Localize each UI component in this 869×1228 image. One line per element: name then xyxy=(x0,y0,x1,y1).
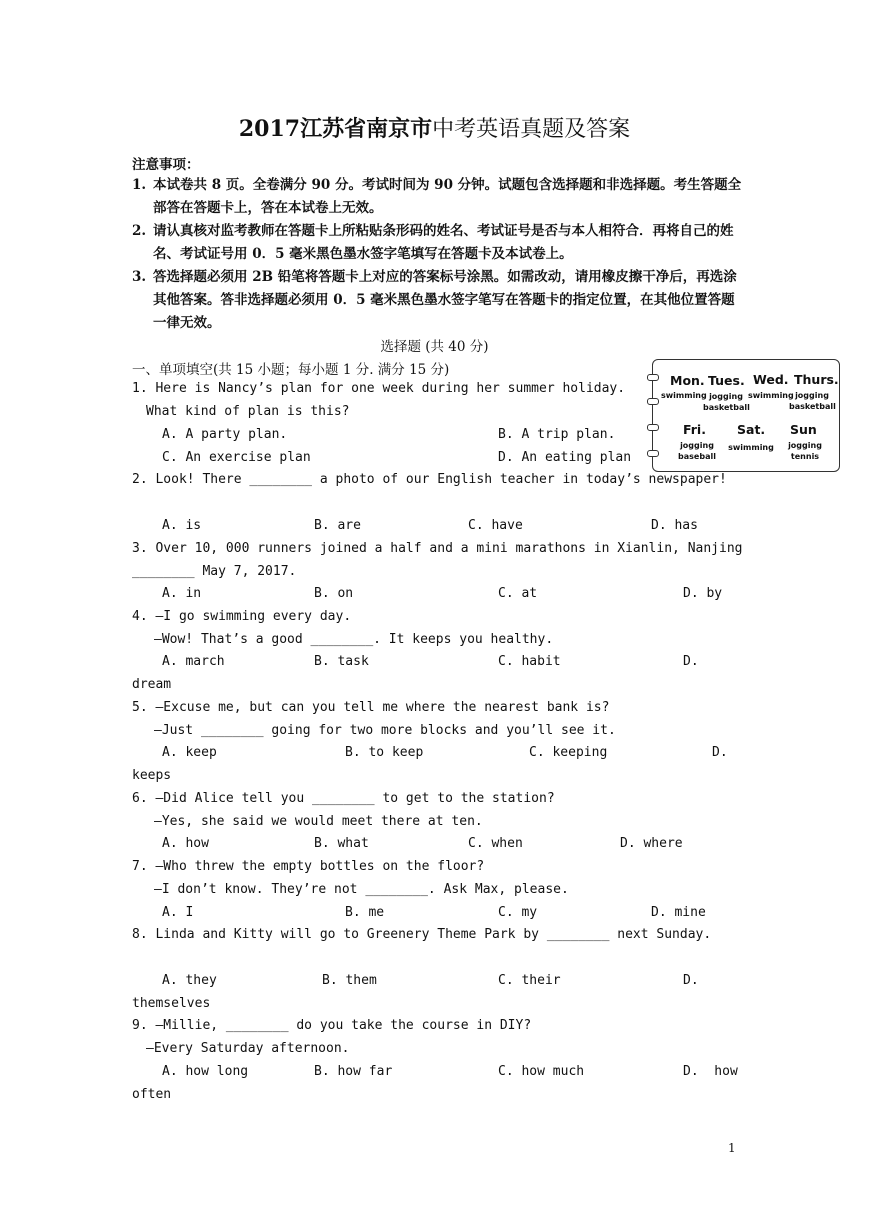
note-number: 2. xyxy=(132,223,147,239)
page-title xyxy=(0,112,869,143)
note-item xyxy=(132,220,744,266)
question-7: 7. —Who threw the empty bottles on the floor? xyxy=(132,859,485,874)
option-d: D. mine xyxy=(651,905,706,920)
question-3: 3. Over 10, 000 runners joined a half and a mini marathons in Xianlin, Nanjing xyxy=(132,541,743,556)
page-number: 1 xyxy=(728,1141,736,1155)
option-c: C. An exercise plan xyxy=(162,450,311,465)
part-title: 一、单项填空(共 15 小题；每小题 1 分. 满分 15 分) xyxy=(132,362,450,378)
option-c: C. at xyxy=(498,586,538,601)
option-b: B. me xyxy=(345,905,385,920)
activity-label: swimming xyxy=(748,391,794,400)
activity-label: jogging tennis xyxy=(788,441,822,461)
option-c: C. their xyxy=(498,973,561,988)
question-1-prompt: What kind of plan is this? xyxy=(146,404,350,419)
option-b: B. to keep xyxy=(345,745,424,760)
question-9-reply: —Every Saturday afternoon. xyxy=(146,1041,350,1056)
day-label: Sun xyxy=(790,422,817,437)
question-3-cont: ________ May 7, 2017. xyxy=(132,564,297,579)
option-b: B. them xyxy=(322,973,377,988)
option-b: B. on xyxy=(314,586,354,601)
weekly-plan-notebook-image xyxy=(652,359,840,472)
question-2: 2. Look! There ________ a photo of our English teacher in today’s newspaper! xyxy=(132,472,727,487)
option-a: A. march xyxy=(162,654,225,669)
option-d: D. xyxy=(712,745,728,760)
note-number: 1. xyxy=(132,177,147,193)
question-5-reply: —Just ________ going for two more blocks and you’ll see it. xyxy=(154,723,616,738)
day-label: Wed. xyxy=(753,372,789,387)
option-a: A. keep xyxy=(162,745,217,760)
option-c: C. how much xyxy=(498,1064,585,1079)
option-a: A. how xyxy=(162,836,209,851)
day-label: Thurs. xyxy=(794,372,839,387)
note-text: 请认真核对监考教师在答题卡上所粘贴条形码的姓名、考试证号是否与本人相符合．再将自己的姓名、考试证号用 0．5 毫米黑色墨水签字笔填写在答题卡及本试卷上。 xyxy=(153,223,734,262)
activity-label: jogging basketball xyxy=(703,392,750,412)
option-d: D. has xyxy=(651,518,698,533)
ring-icon xyxy=(647,424,659,431)
note-text: 本试卷共 8 页。全卷满分 90 分。考试时间为 90 分钟。试题包含选择题和非选择题。考生答题全部答在答题卡上，答在本试卷上无效。 xyxy=(153,177,742,216)
option-d: D. xyxy=(683,654,699,669)
option-d-text: often xyxy=(132,1087,172,1102)
question-9: 9. —Millie, ________ do you take the course in DIY? xyxy=(132,1018,532,1033)
question-6-reply: —Yes, she said we would meet there at ten. xyxy=(154,814,483,829)
title-location: 江苏省南京市 xyxy=(300,116,433,142)
option-d-text: keeps xyxy=(132,768,172,783)
title-rest: 中考英语真题及答案 xyxy=(432,117,631,142)
option-d-text: dream xyxy=(132,677,172,692)
question-4: 4. —I go swimming every day. xyxy=(132,609,352,624)
activity-label: swimming xyxy=(728,443,774,452)
note-text: 答选择题必须用 2B 铅笔将答题卡上对应的答案标号涂黑。如需改动，请用橡皮擦干净后，再选涂其他答案。答非选择题必须用 0．5 毫米黑色墨水签字笔写在答题卡的指定位置，在其他位置答题一律无效。 xyxy=(153,269,737,331)
activity-label: jogging basketball xyxy=(789,391,836,411)
ring-icon xyxy=(647,398,659,405)
option-a: A. they xyxy=(162,973,217,988)
question-6: 6. —Did Alice tell you ________ to get to the station? xyxy=(132,791,555,806)
option-a: A. how long xyxy=(162,1064,249,1079)
question-7-reply: —I don’t know. They’re not ________. Ask Max, please. xyxy=(154,882,569,897)
note-number: 3. xyxy=(132,269,147,285)
question-1: 1. Here is Nancy’s plan for one week during her summer holiday. xyxy=(132,381,626,396)
title-year: 2017 xyxy=(238,116,301,142)
option-c: C. my xyxy=(498,905,538,920)
day-label: Fri. xyxy=(683,422,706,437)
question-8: 8. Linda and Kitty will go to Greenery Theme Park by ________ next Sunday. xyxy=(132,927,712,942)
day-label: Sat. xyxy=(737,422,766,437)
question-4-reply: —Wow! That’s a good ________. It keeps you healthy. xyxy=(154,632,554,647)
option-a: A. in xyxy=(162,586,202,601)
option-d: D. by xyxy=(683,586,723,601)
activity-label: jogging baseball xyxy=(678,441,716,461)
option-d-text: themselves xyxy=(132,996,211,1011)
ring-icon xyxy=(647,450,659,457)
note-item xyxy=(132,174,744,220)
option-b: B. what xyxy=(314,836,369,851)
note-item xyxy=(132,266,744,335)
option-d: D. An eating plan xyxy=(498,450,632,465)
ring-icon xyxy=(647,374,659,381)
option-d: D. where xyxy=(620,836,683,851)
day-label: Mon. xyxy=(670,373,705,388)
day-label: Tues. xyxy=(708,373,745,388)
notes-heading: 注意事项： xyxy=(132,157,200,173)
activity-label: swimming xyxy=(661,391,707,400)
option-d: D. how xyxy=(683,1064,738,1079)
option-a: A. I xyxy=(162,905,194,920)
section-title: 选择题 (共 40 分) xyxy=(380,339,489,355)
option-a: A. A party plan. xyxy=(162,427,288,442)
option-c: C. keeping xyxy=(529,745,608,760)
option-c: C. habit xyxy=(498,654,561,669)
option-a: A. is xyxy=(162,518,202,533)
option-b: B. how far xyxy=(314,1064,393,1079)
option-c: C. have xyxy=(468,518,523,533)
option-d: D. xyxy=(683,973,699,988)
question-5: 5. —Excuse me, but can you tell me where the nearest bank is? xyxy=(132,700,610,715)
option-b: B. are xyxy=(314,518,361,533)
option-b: B. A trip plan. xyxy=(498,427,616,442)
option-b: B. task xyxy=(314,654,369,669)
option-c: C. when xyxy=(468,836,523,851)
